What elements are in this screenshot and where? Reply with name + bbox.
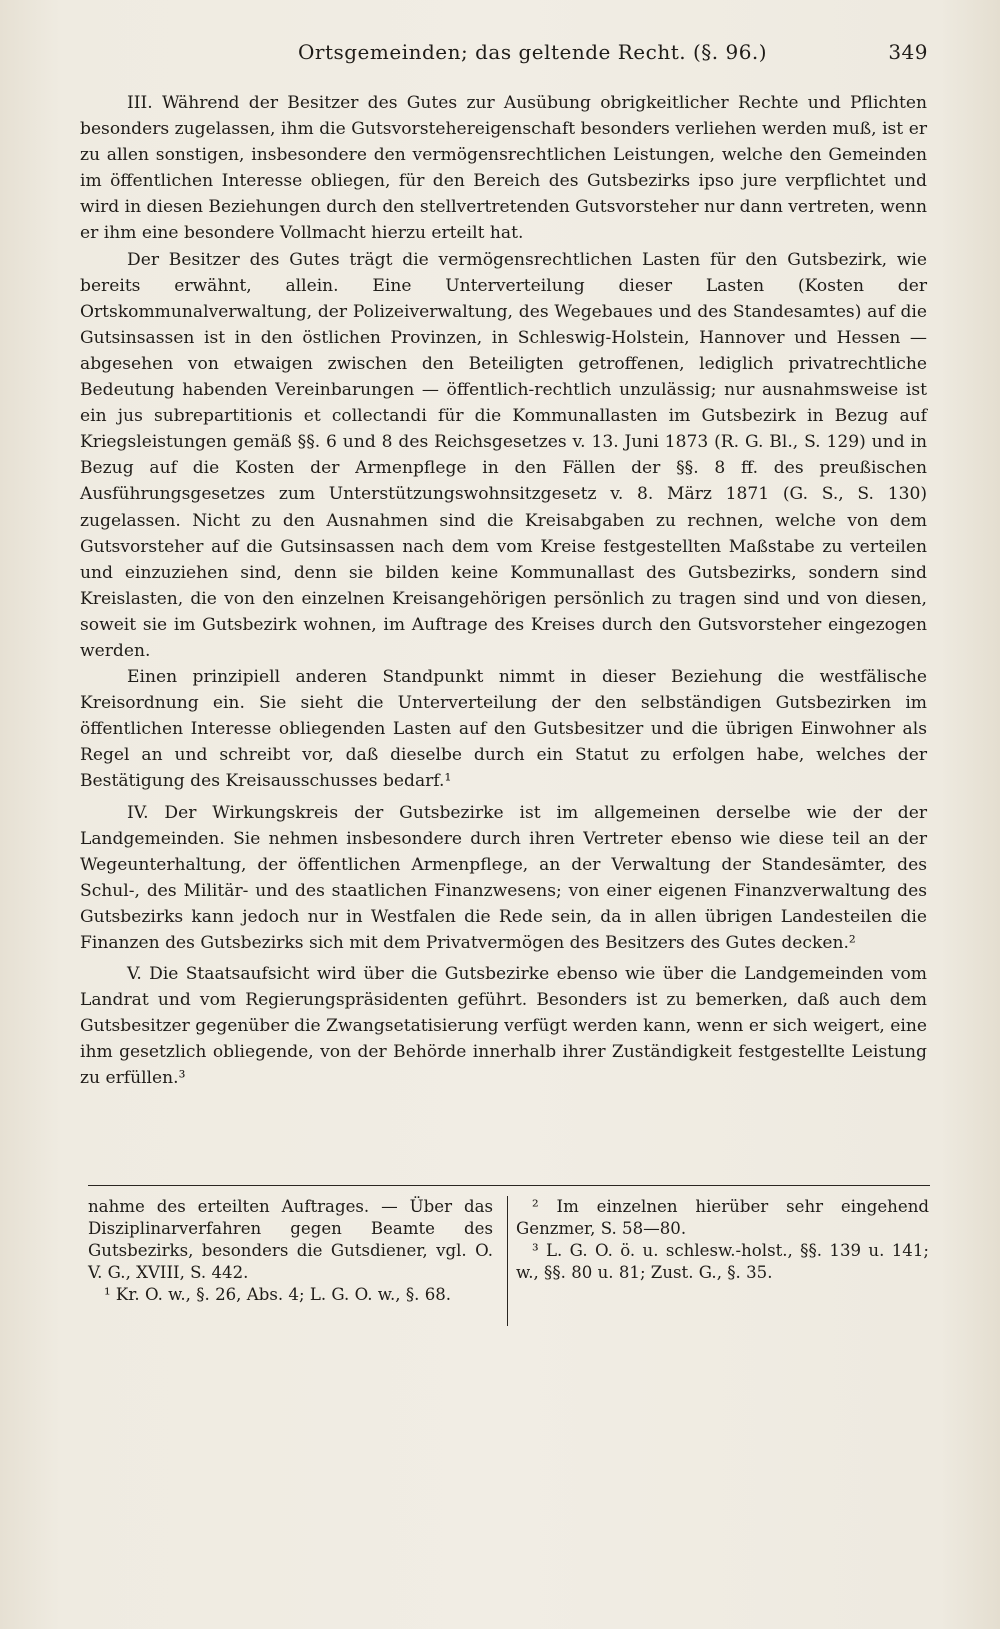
page-number: 349	[888, 40, 928, 64]
page-header	[88, 40, 928, 72]
footnotes-right-column	[516, 1196, 929, 1284]
main-text	[80, 90, 927, 1092]
footnote-3: ³ L. G. O. ö. u. schlesw.-holst., §§. 139 u. 141; w., §§. 80 u. 81; Zust. G., §. 35.	[516, 1241, 929, 1282]
footnote-column-divider	[507, 1196, 508, 1326]
paragraph-section-iii: III. Während der Besitzer des Gutes zur Ausübung obrigkeitlicher Rechte und Pflichten besonders zugelassen, ihm die Gutsvorstehereigenschaft besonders verliehen werden muß, ist er zu allen sonstigen, insbesondere den vermögensrechtlichen Leistungen, welche den Gemeinden im öffentlichen Interesse obliegen, für den Bereich des Gutsbezirks ipso jure verpflichtet und wird in diesen Beziehungen durch den stellvertretenden Gutsvorsteher nur dann vertreten, wenn er ihm eine besondere Vollmacht hierzu erteilt hat.	[80, 93, 927, 244]
paragraph-westphalia: Einen prinzipiell anderen Standpunkt nimmt in dieser Beziehung die westfälische Kreisordnung ein. Sie sieht die Unterverteilung der den selbständigen Gutsbezirken im öffentlichen Interesse obliegenden Lasten auf den Gutsbesitzer und die übrigen Einwohner als Regel an und schreibt vor, daß dieselbe durch ein Statut zu erfolgen habe, welches der Bestätigung des Kreisausschusses bedarf.¹	[80, 667, 927, 792]
footnote-2: ² Im einzelnen hierüber sehr eingehend Genzmer, S. 58—80.	[516, 1197, 929, 1238]
paragraph-section-iv: IV. Der Wirkungskreis der Gutsbezirke ist im allgemeinen derselbe wie der der Landgemeinden. Sie nehmen insbesondere durch ihren Vertreter ebenso wie diese teil an der Wegeunterhaltung, der öffentlichen Armenpflege, an der Verwaltung der Standesämter, des Schul-, des Militär- und des staatlichen Finanzwesens; von einer eigenen Finanzverwaltung des Gutsbezirks kann jedoch nur in Westfalen die Rede sein, da in allen übrigen Landesteilen die Finanzen des Gutsbezirks sich mit dem Privatvermögen des Besitzers des Gutes decken.²	[80, 802, 927, 953]
footnotes-left-column	[88, 1196, 493, 1306]
footnote-separator-rule	[88, 1185, 930, 1186]
running-title: Ortsgemeinden; das geltende Recht. (§. 96.)	[298, 40, 768, 64]
paragraph-section-v: V. Die Staatsaufsicht wird über die Gutsbezirke ebenso wie über die Landgemeinden vom Landrat und vom Regierungspräsidenten geführt. Besonders ist zu bemerken, daß auch dem Gutsbesitzer gegenüber die Zwangsetatisierung verfügt werden kann, wenn er sich weigert, eine ihm gesetzlich obliegende, von der Behörde innerhalb ihrer Zuständigkeit festgestellte Leistung zu erfüllen.³	[80, 964, 927, 1089]
paragraph-burden-distribution: Der Besitzer des Gutes trägt die vermögensrechtlichen Lasten für den Gutsbezirk, wie bereits erwähnt, allein. Eine Unterverteilung dieser Lasten (Kosten der Ortskommunalverwaltung, der Polizeiverwaltung, des Wegebaues und des Standesamtes) auf die Gutsinsassen ist in den östlichen Provinzen, in Schleswig-Holstein, Hannover und Hessen — abgesehen von etwaigen zwischen den Beteiligten getroffenen, lediglich privatrechtliche Bedeutung habenden Vereinbarungen — öffentlich-rechtlich unzulässig; nur ausnahmsweise ist ein jus subrepartitionis et collectandi für die Kommunallasten im Gutsbezirk in Bezug auf Kriegsleistungen gemäß §§. 6 und 8 des Reichsgesetzes v. 13. Juni 1873 (R. G. Bl., S. 129) und in Bezug auf die Kosten der Armenpflege in den Fällen der §§. 8 ff. des preußischen Ausführungsgesetzes zum Unterstützungswohnsitzgesetz v. 8. März 1871 (G. S., S. 130) zugelassen. Nicht zu den Ausnahmen sind die Kreisabgaben zu rechnen, welche von dem Gutsvorsteher auf die Gutsinsassen nach dem vom Kreise festgestellten Maßstabe zu verteilen und einzuziehen sind, denn sie bilden keine Kommunallast des Gutsbezirks, sondern sind Kreislasten, die von den einzelnen Kreisangehörigen persönlich zu tragen sind und von diesen, soweit sie im Gutsbezirk wohnen, im Auftrage des Kreises durch den Gutsvorsteher eingezogen werden.	[80, 249, 927, 661]
footnote-1: ¹ Kr. O. w., §. 26, Abs. 4; L. G. O. w., §. 68.	[104, 1285, 452, 1304]
footnote-continuation: nahme des erteilten Auftrages. — Über das Disziplinarverfahren gegen Beamte des Gutsbezirks, besonders die Gutsdiener, vgl. O. V. G., XVIII, S. 442.	[88, 1197, 493, 1282]
